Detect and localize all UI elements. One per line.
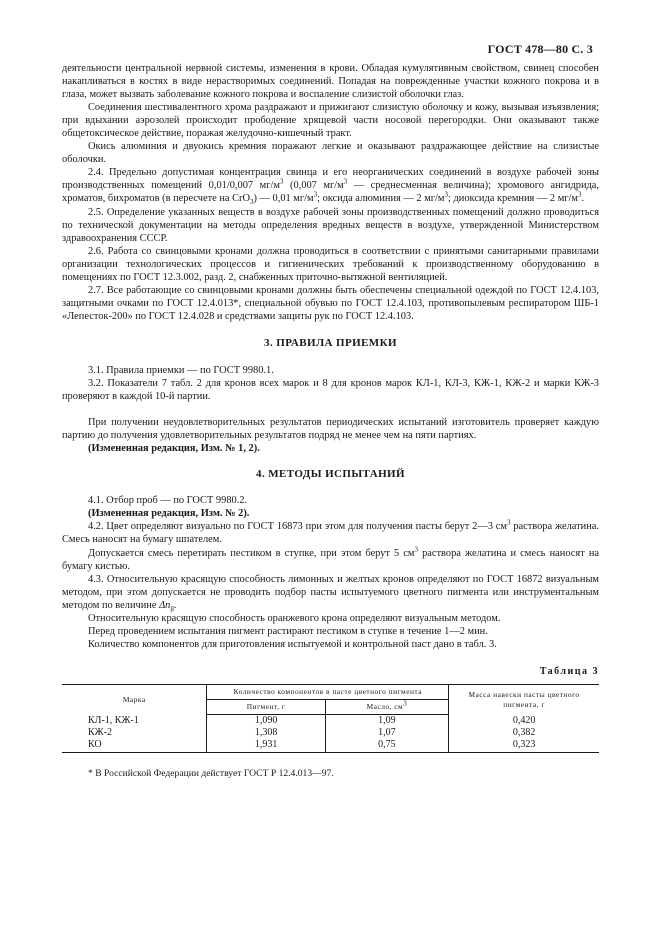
footnote: * В Российской Федерации действует ГОСТ Р 12.4.013—97. — [88, 767, 334, 779]
cell-pigment: 1,090 — [207, 714, 325, 727]
header-mass: Масса навески пасты цветного пигмента, г — [449, 684, 599, 714]
revision-note-2: (Измененная редакция, Изм. № 2). — [88, 508, 250, 520]
cell-mark: КЖ-2 — [62, 727, 207, 739]
clause-2-7: 2.7. Все работающие со свинцовыми кронами должны быть обеспечены специальной одеждой по ГОСТ 12.4.103, защитными очками по ГОСТ 12.4.013*, специальной обувью по ГОСТ 12.4.103, противопылевым респиратором ШБ-1 «Лепесток-200» по ГОСТ 12.4.028 и средствами защиты рук по ГОСТ 12.4.103. — [62, 284, 599, 322]
clause-4-2: 4.2. Цвет определяют визуально по ГОСТ 16873 при этом для получения пасты берут 2—3 $см^3$ раствора желатина. Смесь наносят на бумагу шпателем. — [62, 518, 600, 546]
paragraph-continuation: деятельности центральной нервной системы, изменения в крови. Обладая кумулятивным свойством, свинец способен накапливаться в костях в виде нерастворимых соединений. Попадая на поврежденные участки кожного покрова и в глаза, может вызвать заболевание кожного покрова и воспаление слизистой оболочки глаз. — [62, 63, 599, 101]
paragraph-periodic-tests: При получении неудовлетворительных результатов периодических испытаний изготовитель проверяет каждую партию до получения удовлетворительных результатов подряд не менее чем на пяти партиях. — [62, 417, 599, 442]
table-3 — [62, 684, 599, 753]
paragraph-chromium: Соединения шестивалентного хрома раздражают и прижигают слизистую оболочку и кожу, вызывая изъязвления; при вдыхании аэрозолей происходит прободение хрящевой части носовой перегородки. Они оказывают также общетоксическое действие, поражая желудочно-кишечный тракт. — [62, 102, 599, 140]
revision-note-1: (Измененная редакция, Изм. № 1, 2). — [88, 443, 260, 455]
header-oil: Масло, $см^3$ — [325, 699, 448, 714]
clause-3-2: 3.2. Показатели 7 табл. 2 для кронов всех марок и 8 для кронов марок КЛ-1, КЛ-3, КЖ-1, КЖ-2 и марки КЖ-3 проверяют в каждой 10-й партии. — [62, 378, 599, 403]
clause-4-1: 4.1. Отбор проб — по ГОСТ 9980.2. — [88, 495, 248, 507]
header-mark: Марка — [62, 684, 207, 714]
table-3-caption: Таблица 3 — [539, 665, 599, 677]
cell-mass: 0,382 — [512, 726, 536, 738]
paragraph-pestle: Допускается смесь перетирать пестиком в ступке, при этом берут 5 $см^3$ раствора желатина и смесь наносят на бумагу кистью. — [62, 545, 599, 572]
clause-2-4: 2.4. Предельно допустимая концентрация свинца и его неорганических соединений в воздухе рабочей зоны производственных помещений 0,01/0,007 $мг/м^3$ (0,007 $мг/м^3$ — среднесменная величина); хромового ангидрида, хроматов, бихроматов (в пересчете на CrO$_3$) — 0,01 $мг/м^3$; оксида алюминия — 2 $мг/м^3$; диоксида кремния — 2 $мг/м^3$. — [62, 167, 599, 207]
paragraph-alumina: Окись алюминия и двуокись кремния поражают легкие и оказывают раздражающее действие на слизистые оболочки. — [62, 141, 599, 166]
header-components: Количество компонентов в пасте цветного пигмента — [207, 684, 449, 699]
header-pigment: Пигмент, г — [207, 699, 325, 714]
cell-pigment: 1,931 — [207, 739, 325, 753]
cell-mass: 0,323 — [449, 739, 599, 753]
cell-oil: 1,07 — [325, 727, 448, 739]
cell-oil: 1,09 — [325, 714, 448, 727]
running-header: ГОСТ 478—80 С. 3 — [487, 42, 593, 56]
cell-mass: 0,420 — [512, 714, 536, 726]
clause-2-5: 2.5. Определение указанных веществ в воздухе рабочей зоны производственных помещений должно проводиться по технической документации на методы определения вредных веществ в воздухе, утвержденной Министерством здравоохранения СССР. — [62, 206, 599, 244]
cell-pigment: 1,308 — [207, 727, 325, 739]
cell-mark: КЛ-1, КЖ-1 — [62, 714, 207, 727]
section-4-title: 4. МЕТОДЫ ИСПЫТАНИЙ — [256, 468, 405, 481]
table-row — [62, 714, 599, 727]
cell-oil: 0,75 — [325, 739, 448, 753]
clause-3-1: 3.1. Правила приемки — по ГОСТ 9980.1. — [88, 364, 274, 376]
paragraph-table-ref: Количество компонентов для приготовления испытуемой и контрольной паст дано в табл. 3. — [88, 638, 497, 650]
paragraph-grinding: Перед проведением испытания пигмент растирают пестиком в ступке в течение 1—2 мин. — [88, 625, 488, 637]
clause-2-6: 2.6. Работа со свинцовыми кронами должна проводиться в соответствии с принятыми санитарными правилами организации технологических процессов и гигиенических требований к производственному оборудованию в помещениях по ГОСТ 12.3.002, разд. 2, снабженных приточно-вытяжной вентиляцией. — [62, 245, 599, 283]
section-3-title: 3. ПРАВИЛА ПРИЕМКИ — [264, 336, 397, 349]
table-row — [62, 739, 599, 753]
cell-mark: КО — [62, 739, 207, 753]
paragraph-orange-crown: Относительную красящую способность оранжевого крона определяют визуальным методом. — [88, 612, 501, 624]
page-content — [62, 62, 599, 780]
table-row — [62, 727, 599, 739]
clause-4-3: 4.3. Относительную красящую способность лимонных и желтых кронов определяют по ГОСТ 16872 визуальным методом, при этом допускается не проводить подбор пасты испытуемого цветного пигмента или инструментальным методом по величине $\Delta n_\beta$. — [62, 573, 599, 613]
